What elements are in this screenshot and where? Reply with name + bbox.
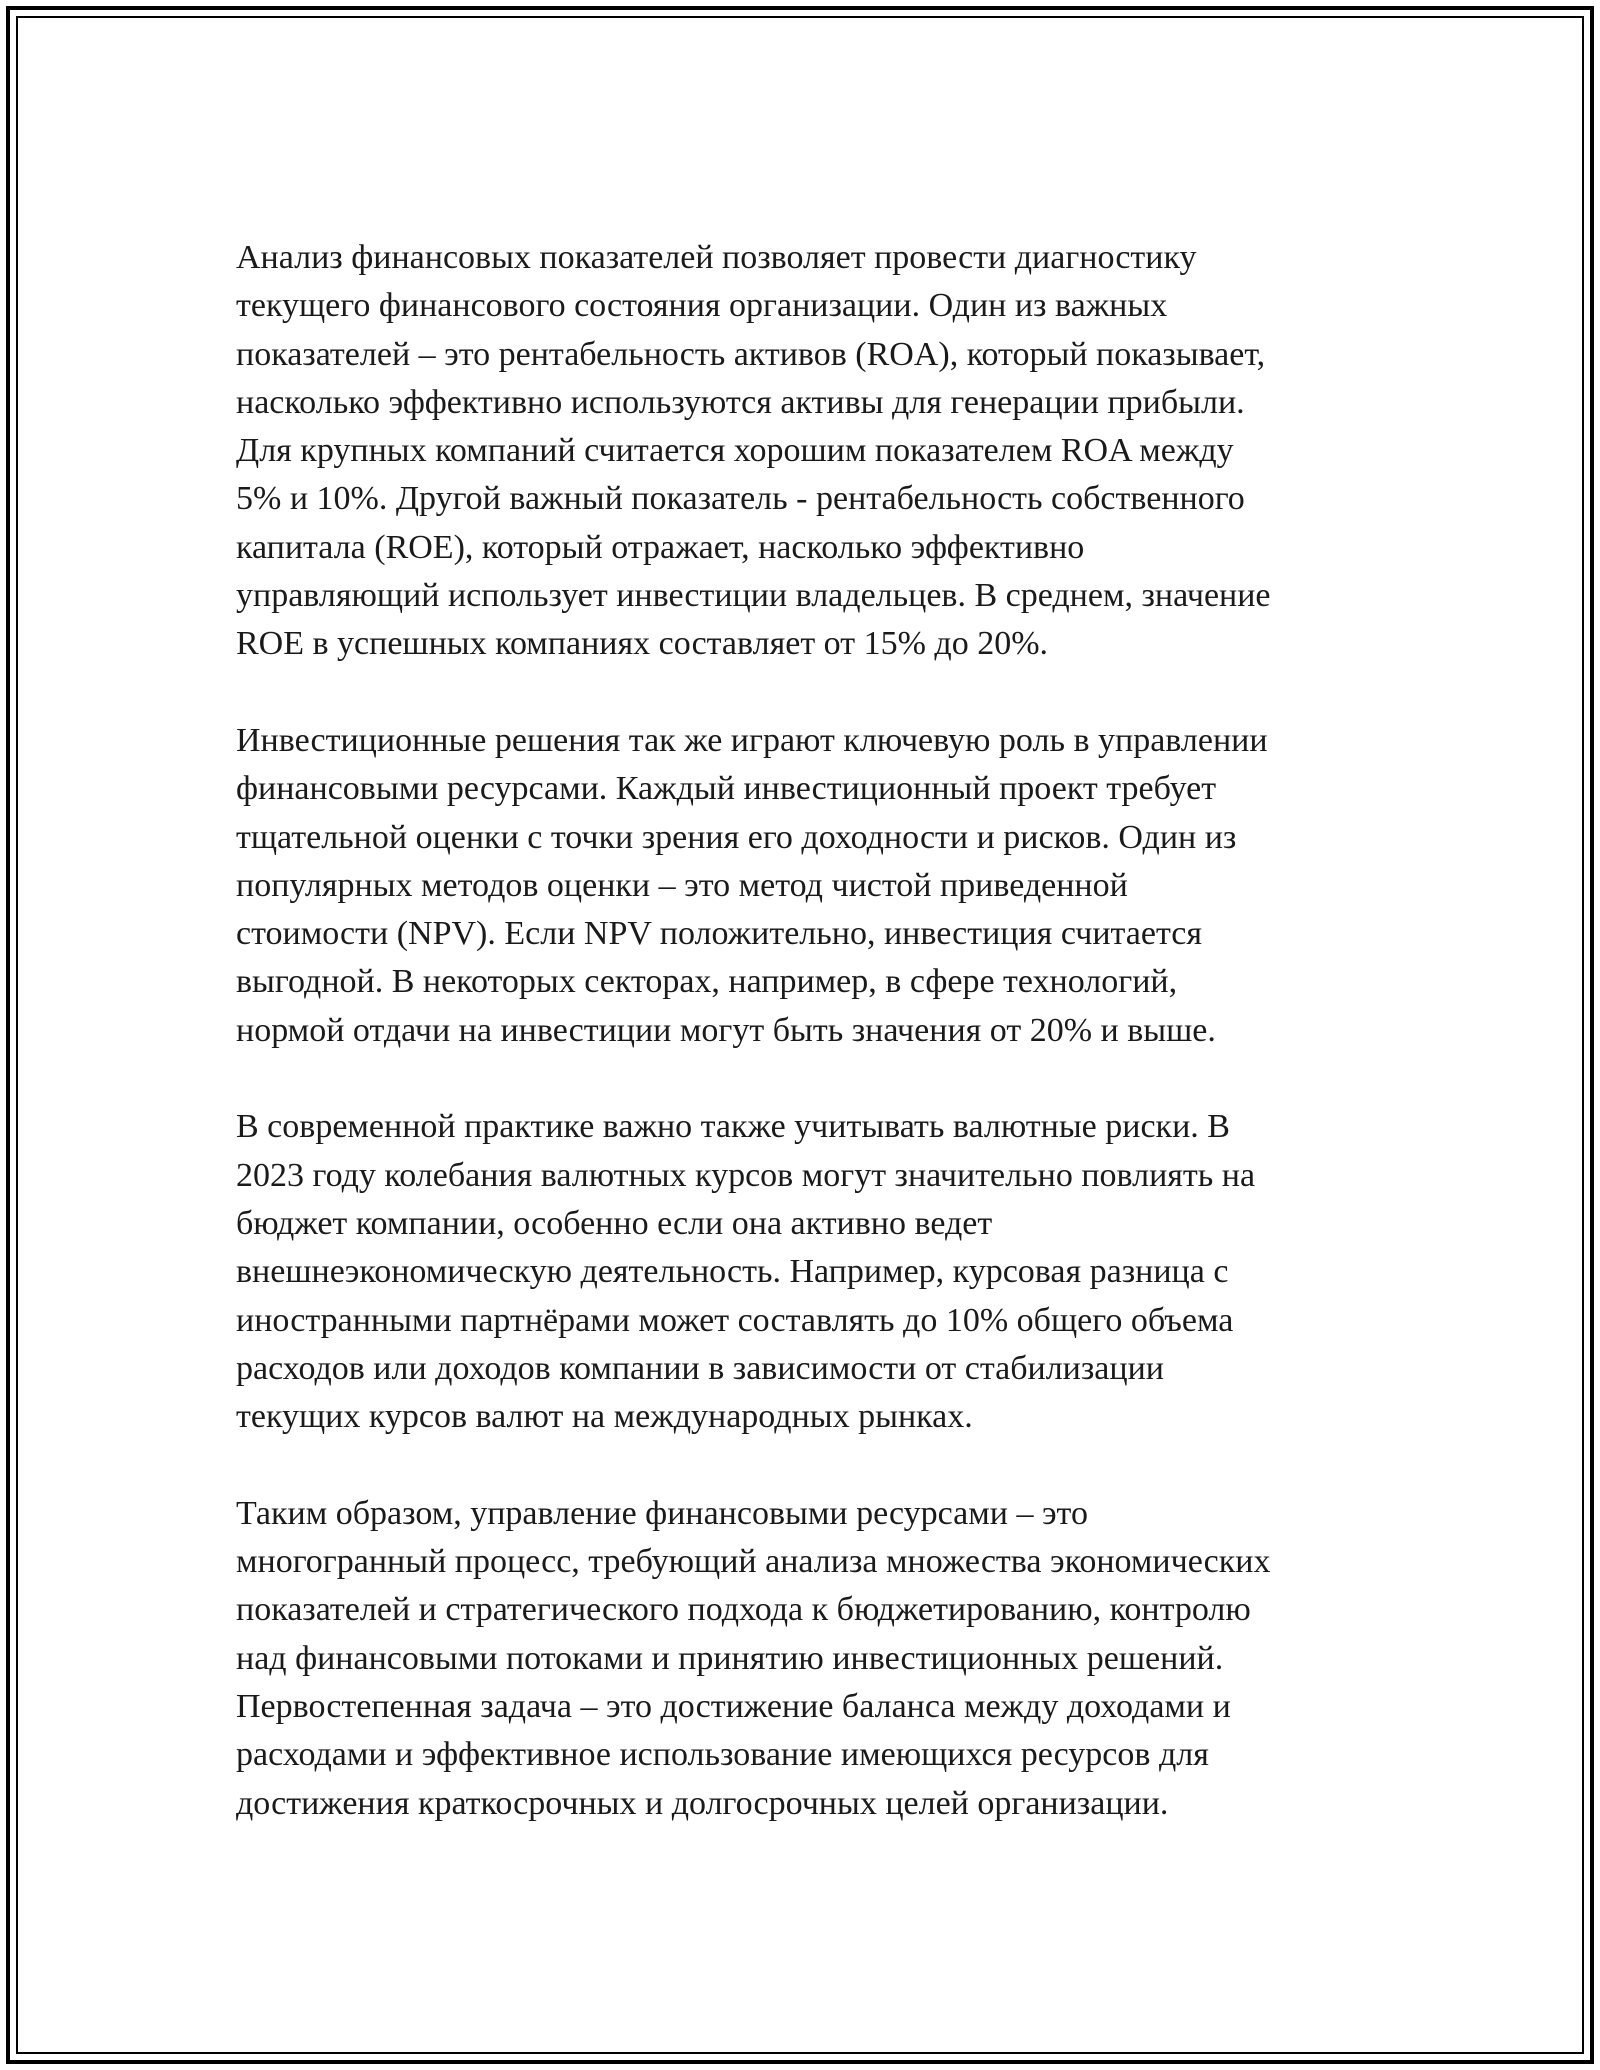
paragraph-financial-ratios: Анализ финансовых показателей позволяет провести диагностику текущего финансового состояния организации. Один из важных показателей – это рентабельность активов (ROA), который показывает, насколько эффективно используются активы для генерации прибыли. Для крупных компаний считается хорошим показателем ROA между 5% и 10%. Другой важный показатель - рентабельность собственного капитала (ROE), который отражает, насколько эффективно управляющий использует инвестиции владельцев. В среднем, значение ROE в успешных компаниях составляет от 15% до 20%. — [236, 239, 1271, 663]
paragraph-currency-risks: В современной практике важно также учитывать валютные риски. В 2023 году колебания валютных курсов могут значительно повлиять на бюджет компании, особенно если она активно ведет внешнеэкономическую деятельность. Например, курсовая разница с иностранными партнёрами может составлять до 10% общего объема расходов или доходов компании в зависимости от стабилизации текущих курсов валют на международных рынках. — [236, 1108, 1256, 1436]
document-body — [236, 234, 1376, 1828]
paragraph-investment-decisions: Инвестиционные решения так же играют ключевую роль в управлении финансовыми ресурсами. Каждый инвестиционный проект требует тщательной оценки с точки зрения его доходности и рисков. Один из популярных методов оценки – это метод чистой приведенной стоимости (NPV). Если NPV положительно, инвестиция считается выгодной. В некоторых секторах, например, в сфере технологий, нормой отдачи на инвестиции могут быть значения от 20% и выше. — [236, 721, 1268, 1049]
paragraph-conclusion: Таким образом, управление финансовыми ресурсами – это многогранный процесс, требующий анализа множества экономических показателей и стратегического подхода к бюджетированию, контролю над финансовыми потоками и принятию инвестиционных решений. Первостепенная задача – это достижение баланса между доходами и расходами и эффективное использование имеющихся ресурсов для достижения краткосрочных и долгосрочных целей организации. — [236, 1494, 1271, 1822]
